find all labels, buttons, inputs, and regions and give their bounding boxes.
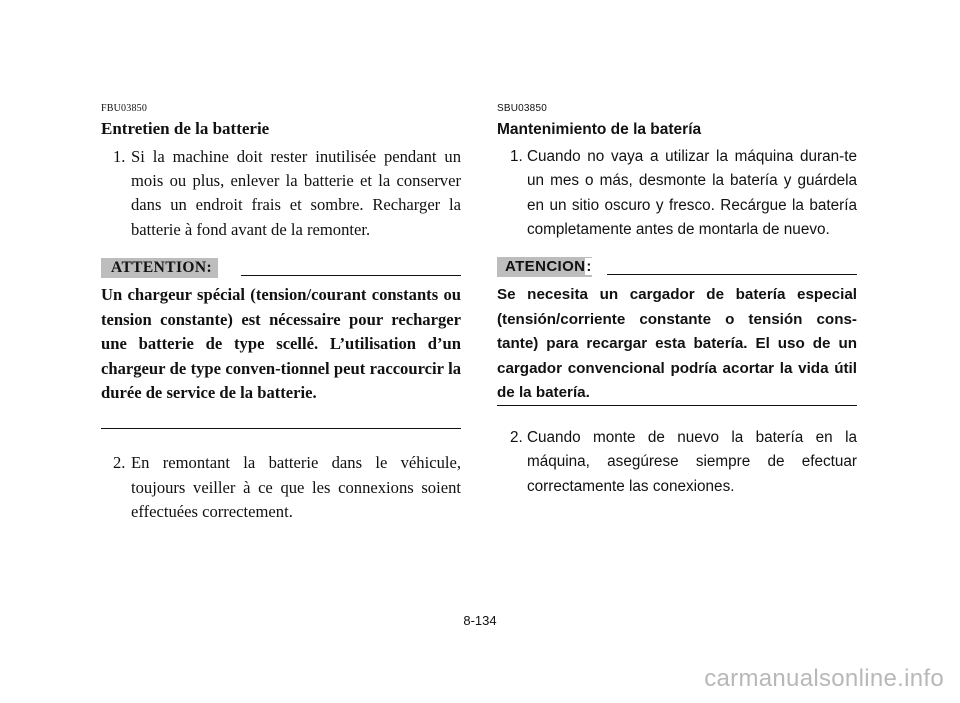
caution-end-rule [497, 405, 857, 406]
caution-text: Se necesita un cargador de batería especial (tensión/corriente constante o tensión cons-tante) para recargar esta batería. El uso de un cargador convencional podría acortar la vida útil de la batería. [497, 286, 857, 402]
item-number: 2. [113, 453, 126, 472]
list-item [101, 451, 461, 525]
item-text: Cuando no vaya a utilizar la máquina duran-te un mes o más, desmonte la batería y guárdela en un sitio oscuro y fresco. Recárgue la batería completamente antes de montarla de nuevo. [527, 148, 857, 238]
item-text: Si la machine doit rester inutilisée pendant un mois ou plus, enlever la batterie et la conserver dans un endroit frais et sombre. Recharger la batterie à fond avant de la remonter. [131, 147, 461, 239]
item-text: En remontant la batterie dans le véhicule, toujours veiller à ce que les connexions soient effectuées correctement. [131, 453, 461, 521]
section-heading: Mantenimiento de la batería [497, 121, 702, 138]
caution-rule [241, 275, 461, 276]
list-item [497, 145, 857, 242]
caution-label: ATTENTION: [101, 258, 218, 278]
item-number: 2. [510, 429, 523, 446]
caution-label-text: ATENCION [505, 258, 586, 275]
section-heading: Entretien de la batterie [101, 119, 270, 138]
caution-rule [607, 274, 857, 275]
page-number: 8-134 [463, 613, 497, 628]
caution-text: Un chargeur spécial (tension/courant constants ou tension constante) est nécessaire pour recharger une batterie de type scellé. L’utilisation d’un chargeur de type conven-tionnel peut raccourcir la durée de service de la batterie. [101, 285, 461, 403]
section-code: FBU03850 [101, 103, 148, 114]
list-item [497, 426, 857, 499]
watermark: carmanualsonline.info [704, 665, 944, 692]
list-item [101, 145, 461, 242]
item-text: Cuando monte de nuevo la batería en la máquina, asegúrese siempre de efectuar correctamente las conexiones. [527, 429, 857, 495]
caution-end-rule [101, 428, 461, 429]
caution-header [101, 258, 461, 278]
caution-colon: : [586, 258, 592, 275]
item-number: 1. [510, 148, 523, 165]
section-code: SBU03850 [497, 103, 547, 114]
caution-header [497, 257, 857, 277]
item-number: 1. [113, 147, 126, 166]
caution-label [497, 257, 592, 277]
